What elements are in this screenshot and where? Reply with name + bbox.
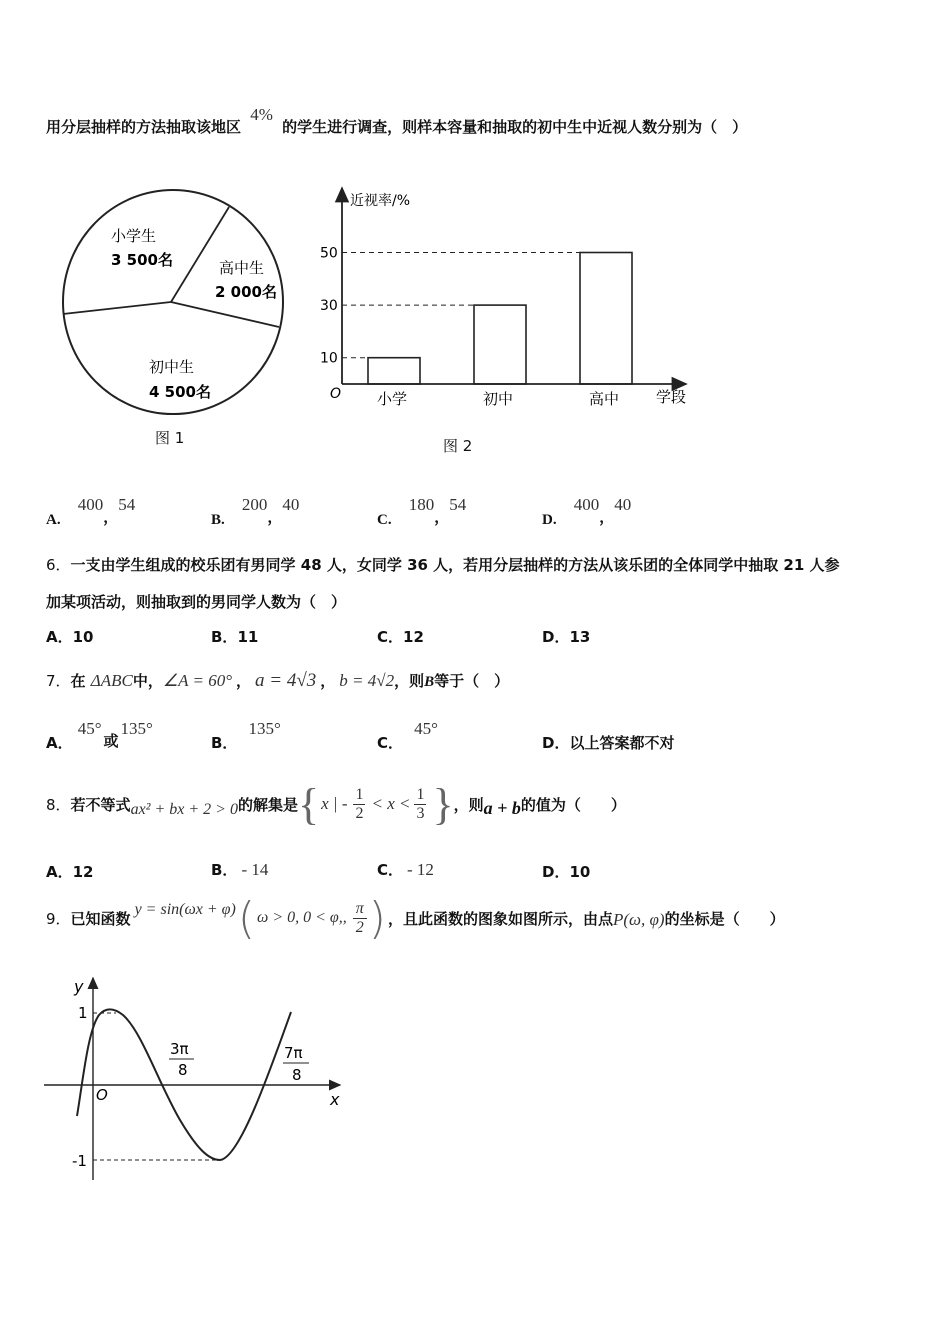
q5-figure1-caption: 图 1	[155, 429, 185, 447]
q7-side-a: a = 4√3	[255, 670, 317, 691]
bar-y-tick-1: 10	[320, 350, 338, 367]
q8-a-plus-b: a + b	[483, 797, 521, 818]
q7-option-c[interactable]	[377, 718, 438, 752]
q6-line2: 加某项活动，则抽取到的男同学人数为（ ）	[46, 593, 347, 611]
q6-option-d[interactable]	[542, 626, 590, 647]
option-value-2: 54	[449, 495, 467, 514]
q8-option-a[interactable]	[46, 861, 93, 882]
q7-number: 7．	[46, 672, 71, 690]
q5-option-b[interactable]	[211, 494, 300, 528]
option-value-2: 135°	[120, 719, 153, 738]
q7-text-2: 中，	[132, 672, 163, 690]
q9-pi-num: π	[353, 900, 367, 919]
graph-mark-3pi8-den: 8	[178, 1061, 188, 1079]
q8-fraction-2-num: 1	[416, 785, 425, 803]
pie-label-primary-count: 3 500名	[111, 251, 173, 269]
graph-mark-7pi8-num: 7π	[284, 1044, 303, 1062]
q9-condition-text: ω > 0, 0 < φ,,	[257, 909, 347, 926]
q8-fraction-2	[414, 786, 426, 823]
q7-triangle: ΔABC	[90, 671, 133, 690]
bar-y-axis-label: 近视率/%	[350, 193, 411, 209]
q8-fraction-1-num: 1	[355, 785, 364, 803]
option-letter: B.	[211, 512, 225, 528]
q6-option-a[interactable]	[46, 626, 93, 647]
option-value-2: 54	[118, 495, 136, 514]
q6-number: 6．	[46, 556, 71, 574]
option-letter: C.	[377, 512, 392, 528]
graph-origin-label: O	[96, 1086, 108, 1104]
bar-category-label-2: 初中	[483, 390, 514, 408]
option-separator: ，	[599, 508, 615, 526]
q6-text-1: 一支由学生组成的校乐团有男同学 48 人，女同学 36 人，若用分层抽样的方法从该乐团的全体同学中抽取 21 人参	[70, 556, 840, 574]
graph-mark-7pi8-den: 8	[292, 1066, 302, 1084]
pie-label-high-count: 2 000名	[215, 283, 277, 301]
option-value-1: 400	[77, 495, 104, 514]
q6-line1	[46, 554, 840, 575]
option-letter: A．	[46, 734, 73, 752]
q9-condition: ( ω > 0, 0 < φ,, $\frac{\pi}{2}$ )	[237, 892, 386, 944]
option-text: 以上答案都不对	[569, 734, 675, 752]
q8-set-mid: < x <	[371, 794, 411, 813]
q5-percent: 4%	[250, 105, 273, 124]
bar-origin-label: O	[330, 386, 342, 402]
q5-figure2-bar-chart	[318, 180, 698, 410]
q9-text-3: 的坐标是（ ）	[664, 909, 785, 928]
pie-label-middle-name: 初中生	[149, 358, 195, 376]
q8-solution-set: { x | - $\frac{1}{2}$ < x < $\frac{1}{3}$ }	[297, 779, 454, 829]
option-separator: ，	[103, 508, 119, 526]
graph-y-neg-one: -1	[72, 1152, 87, 1170]
option-value-1: 45°	[77, 719, 102, 738]
option-letter: B．	[211, 734, 238, 752]
q7-angle: ∠A = 60°	[162, 671, 232, 690]
option-letter: D．	[542, 863, 570, 881]
q8-text-3: ，则	[453, 795, 484, 814]
bar-y-tick-3: 50	[320, 245, 338, 262]
bar-1	[368, 358, 420, 384]
q5-option-c[interactable]	[377, 494, 467, 528]
option-text: 12	[72, 863, 94, 881]
q9-text-2: ，且此函数的图象如图所示，由点	[387, 909, 613, 928]
q5-option-a[interactable]	[46, 494, 136, 528]
graph-y-one: 1	[78, 1004, 88, 1022]
q7-sep-1: ，	[236, 672, 252, 690]
q5-figure2-caption: 图 2	[443, 437, 473, 455]
option-text: - 14	[241, 860, 269, 879]
q5-stem-b: 的学生进行调查，则样本容量和抽取的初中生中近视人数分别为（ ）	[282, 118, 748, 136]
q7-text-1: 在	[70, 672, 86, 690]
option-letter: C．	[377, 628, 404, 646]
pie-label-middle-count: 4 500名	[149, 383, 211, 401]
option-letter: A.	[46, 512, 61, 528]
option-text: 13	[569, 628, 591, 646]
q8-set-left: x | -	[321, 794, 348, 813]
q8-inequality: ax² + bx + 2 > 0	[130, 801, 238, 818]
bar-category-label-1: 小学	[377, 390, 408, 408]
bar-2	[474, 305, 526, 384]
q9-pi-den: 2	[355, 918, 364, 936]
option-letter: B．	[211, 628, 238, 646]
q7-sep-2: ，	[320, 672, 336, 690]
q8-option-c[interactable]	[377, 859, 434, 880]
graph-mark-3pi8-num: 3π	[170, 1040, 189, 1058]
graph-y-label: y	[74, 977, 84, 996]
option-letter: C．	[377, 861, 404, 879]
q7-text-4: 等于（ ）	[434, 672, 510, 690]
q7-angle-b: B	[424, 674, 435, 690]
option-connector: 或	[103, 732, 119, 750]
q8-stem	[46, 776, 626, 832]
q8-number: 8．	[46, 795, 71, 814]
option-letter: A．	[46, 863, 73, 881]
option-value-2: 40	[282, 495, 300, 514]
option-separator: ，	[267, 508, 283, 526]
option-value-1: 200	[241, 495, 268, 514]
q8-option-b[interactable]	[211, 859, 268, 880]
graph-x-label: x	[330, 1090, 340, 1109]
q9-text-1: 已知函数	[70, 909, 131, 928]
q8-fraction-2-den: 3	[416, 804, 425, 822]
pie-label-high-name: 高中生	[219, 259, 265, 277]
q7-option-a[interactable]	[46, 718, 153, 752]
q7-stem	[46, 670, 509, 692]
q9-stem	[46, 892, 785, 944]
option-text: 10	[72, 628, 94, 646]
q5-stem-a: 用分层抽样的方法抽取该地区	[46, 118, 242, 136]
q6-option-b[interactable]	[211, 626, 258, 647]
option-letter: D．	[542, 628, 570, 646]
bar-3	[580, 253, 632, 385]
pie-label-primary-name: 小学生	[111, 227, 157, 245]
q8-text-4: 的值为（ ）	[520, 795, 626, 814]
q8-fraction-1	[353, 786, 365, 823]
q7-option-b[interactable]	[211, 718, 281, 752]
q5-figure1-pie	[55, 185, 295, 420]
q8-fraction-1-den: 2	[355, 804, 364, 822]
option-value-1: 180	[408, 495, 435, 514]
q9-pi-fraction	[353, 900, 367, 937]
q7-side-b: b = 4√2	[339, 671, 395, 690]
q8-text-2: 的解集是	[237, 795, 298, 814]
q8-text-1: 若不等式	[70, 795, 131, 814]
option-letter: D．	[542, 734, 570, 752]
q6-option-c[interactable]	[377, 626, 424, 647]
q7-option-d[interactable]	[542, 732, 674, 753]
q8-option-d[interactable]	[542, 861, 590, 882]
bar-x-axis-label: 学段	[656, 388, 687, 406]
pie-divider-2	[171, 302, 279, 327]
q9-number: 9．	[46, 909, 71, 928]
q9-point: P(ω, φ)	[612, 910, 665, 929]
q5-stem	[46, 105, 748, 137]
option-letter: D.	[542, 512, 557, 528]
option-text: 10	[569, 863, 591, 881]
option-letter: C．	[377, 734, 404, 752]
q9-sine-graph	[30, 970, 350, 1185]
q9-function: y = sin(ωx + φ)	[134, 901, 236, 918]
q5-option-d[interactable]	[542, 494, 632, 528]
option-letter: B．	[211, 861, 238, 879]
bar-category-label-3: 高中	[589, 390, 620, 408]
option-text: 12	[403, 628, 424, 646]
option-value-2: 40	[614, 495, 632, 514]
option-value: 45°	[414, 719, 438, 738]
pie-divider-3	[63, 302, 171, 314]
q7-text-3: ，则	[394, 672, 425, 690]
option-text: 11	[237, 628, 259, 646]
option-text: - 12	[407, 860, 434, 879]
option-letter: A．	[46, 628, 73, 646]
option-value: 135°	[248, 719, 281, 738]
bar-y-tick-2: 30	[320, 298, 338, 315]
option-value-1: 400	[573, 495, 600, 514]
option-separator: ，	[434, 508, 450, 526]
